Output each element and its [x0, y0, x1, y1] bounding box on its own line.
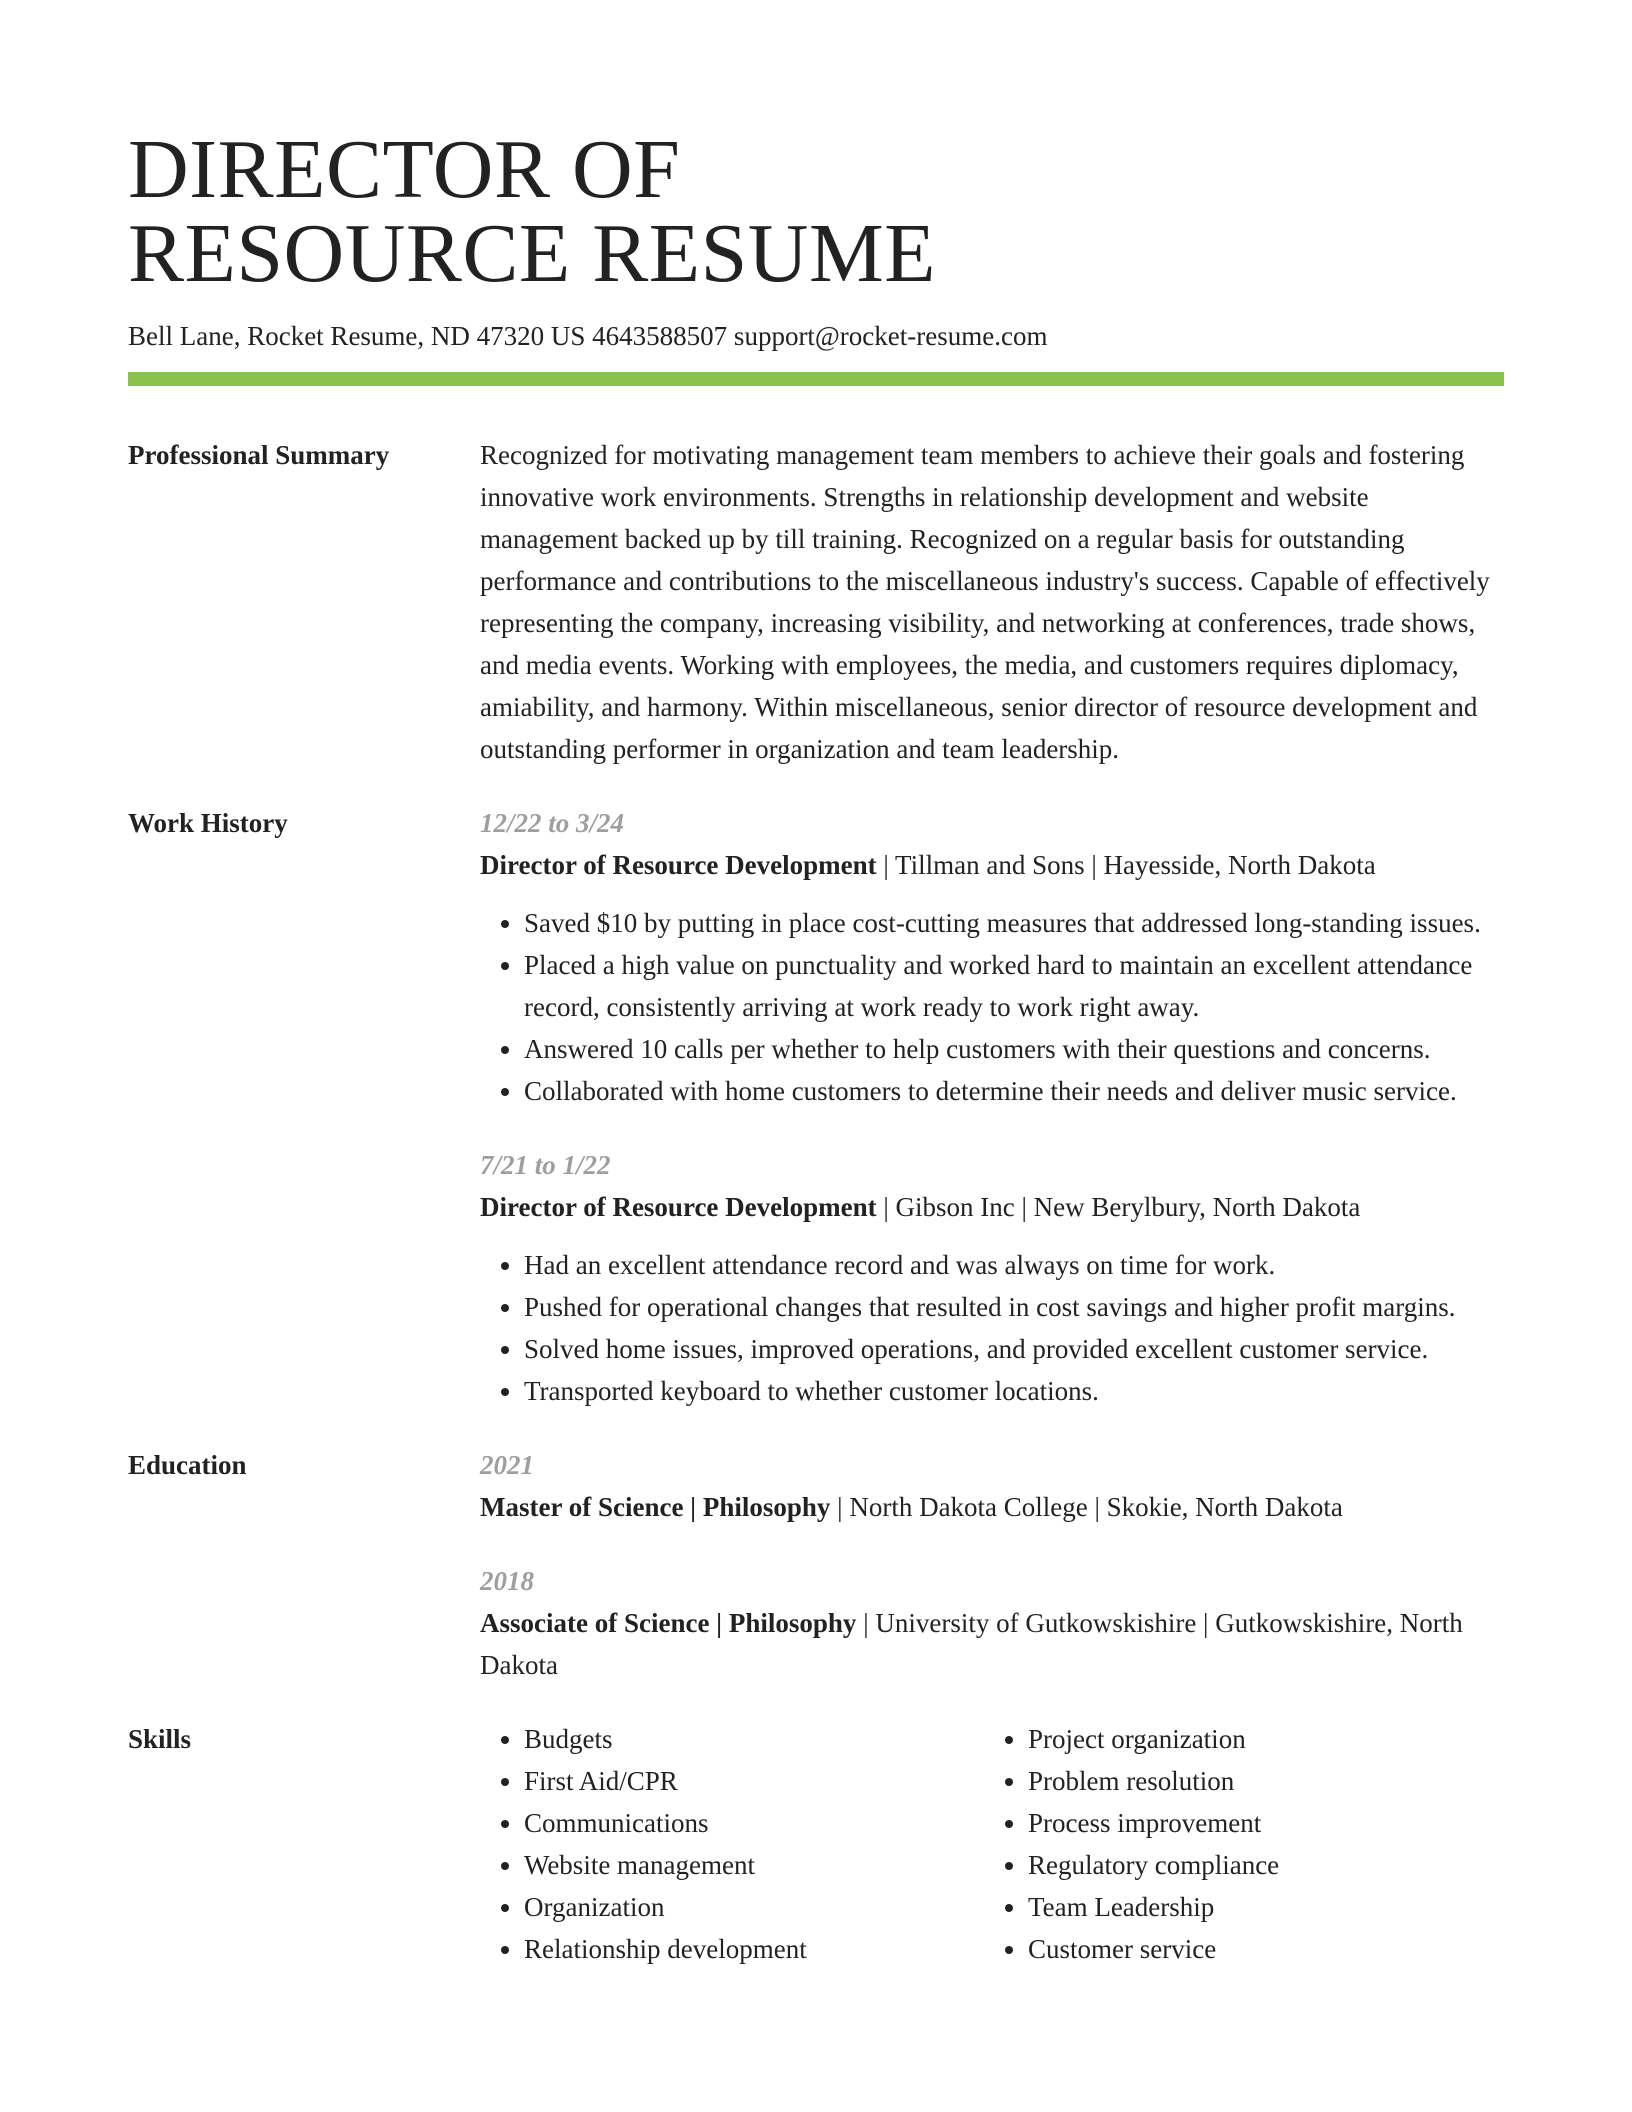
list-item: • Collaborated with home customers to determine their needs and deliver music service. [524, 1070, 1504, 1112]
resume-title-line1: DIRECTOR OF [128, 123, 681, 216]
education-details: | North Dakota College | Skokie, North Dakota [830, 1492, 1343, 1522]
list-item: • Pushed for operational changes that resulted in cost savings and higher profit margins. [524, 1286, 1504, 1328]
job-dates: 7/21 to 1/22 [480, 1150, 611, 1180]
education-year: 2021 [480, 1450, 534, 1480]
job-title: Director of Resource Development [480, 850, 877, 880]
job-entry [480, 802, 1504, 1112]
contact-info: Bell Lane, Rocket Resume, ND 47320 US 4643588507 support@rocket-resume.com [128, 321, 1048, 351]
skills-heading: Skills [128, 1724, 192, 1754]
list-item: • Project organization [1028, 1718, 1488, 1760]
list-item: • Customer service [1028, 1928, 1488, 1970]
list-item: • Budgets [524, 1718, 984, 1760]
list-item: • First Aid/CPR [524, 1760, 984, 1802]
education-heading: Education [128, 1450, 247, 1480]
job-dates: 12/22 to 3/24 [480, 808, 625, 838]
resume-title-line2: RESOURCE RESUME [128, 207, 936, 300]
list-item: • Transported keyboard to whether customer locations. [524, 1370, 1504, 1412]
job-title: Director of Resource Development [480, 1192, 877, 1222]
education-year: 2018 [480, 1566, 534, 1596]
work-history-heading: Work History [128, 808, 288, 838]
summary-text: Recognized for motivating management team members to achieve their goals and fostering innovative work environments. Strengths in relationship development and website management backed up by till training. Recognized on a regular basis for outstanding performance and contributions to the miscellaneous industry's success. Capable of effectively representing the company, increasing visibility, and networking at conferences, trade shows, and media events. Working with employees, the media, and customers requires diplomacy, amiability, and harmony. Within miscellaneous, senior director of resource development and outstanding performer in organization and team leadership. [480, 440, 1490, 764]
job-bullets [480, 902, 1504, 1112]
job-details: | Tillman and Sons | Hayesside, North Dakota [876, 850, 1376, 880]
job-details: | Gibson Inc | New Berylbury, North Dakota [876, 1192, 1361, 1222]
job-role-line [480, 1186, 1504, 1228]
education-entry [480, 1444, 1504, 1528]
list-item: • Problem resolution [1028, 1760, 1488, 1802]
list-item: • Solved home issues, improved operations, and provided excellent customer service. [524, 1328, 1504, 1370]
education-degree: Master of Science | Philosophy [480, 1492, 831, 1522]
work-history-body [480, 802, 1504, 1412]
education-section [128, 1444, 1504, 1686]
list-item: • Organization [524, 1886, 984, 1928]
skills-columns [480, 1718, 1504, 1970]
list-item: • Saved $10 by putting in place cost-cutting measures that addressed long-standing issues. [524, 902, 1504, 944]
skills-list-left [480, 1718, 984, 1970]
job-entry [480, 1144, 1504, 1412]
list-item: • Website management [524, 1844, 984, 1886]
list-item: • Answered 10 calls per whether to help customers with their questions and concerns. [524, 1028, 1504, 1070]
education-entry [480, 1560, 1504, 1686]
work-history-section [128, 802, 1504, 1412]
list-item: • Relationship development [524, 1928, 984, 1970]
education-degree: Associate of Science | Philosophy [480, 1608, 857, 1638]
summary-heading: Professional Summary [128, 440, 390, 470]
education-degree-line [480, 1486, 1504, 1528]
header-divider [128, 372, 1504, 386]
education-details: | University of Gutkowskishire | Gutkowskishire, North Dakota [480, 1608, 1463, 1680]
list-item: • Process improvement [1028, 1802, 1488, 1844]
education-body [480, 1444, 1504, 1686]
skills-body [480, 1718, 1504, 1970]
list-item: • Placed a high value on punctuality and worked hard to maintain an excellent attendance record, consistently arriving at work ready to work right away. [524, 944, 1504, 1028]
education-degree-line [480, 1602, 1504, 1686]
skills-list-right [984, 1718, 1488, 1970]
summary-section [128, 434, 1504, 770]
summary-body [480, 434, 1504, 770]
list-item: • Regulatory compliance [1028, 1844, 1488, 1886]
list-item: • Team Leadership [1028, 1886, 1488, 1928]
resume-page [128, 0, 1504, 1970]
job-bullets [480, 1244, 1504, 1412]
job-role-line [480, 844, 1504, 886]
list-item: • Had an excellent attendance record and was always on time for work. [524, 1244, 1504, 1286]
list-item: • Communications [524, 1802, 984, 1844]
skills-section [128, 1718, 1504, 1970]
resume-title [128, 0, 1504, 300]
